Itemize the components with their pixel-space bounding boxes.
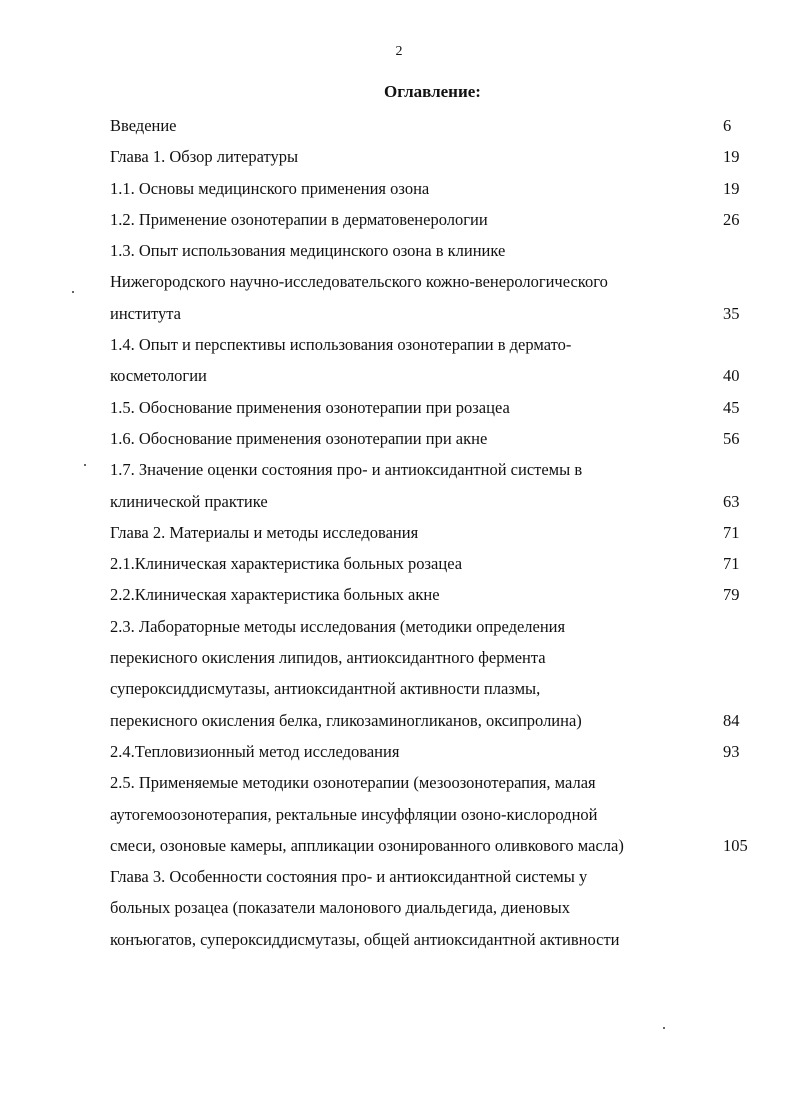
toc-entry (110, 329, 758, 360)
toc-entry (110, 892, 758, 923)
toc-entry-page: 79 (723, 585, 740, 605)
toc-entry (110, 673, 758, 704)
toc-entry (110, 548, 758, 579)
toc-entry (110, 736, 758, 767)
toc-entry-text: 1.3. Опыт использования медицинского озона в клинике (110, 241, 506, 261)
toc-entry (110, 298, 758, 329)
toc-entry-text: 2.2.Клиническая характеристика больных акне (110, 585, 440, 605)
toc-entry-page: 6 (723, 116, 732, 135)
toc-entry (110, 579, 758, 610)
toc-entry (110, 235, 758, 266)
toc-entry-page: 84 (723, 710, 740, 730)
scan-speck (72, 291, 74, 293)
toc-entry (110, 924, 758, 955)
toc-entry (110, 611, 758, 642)
toc-entry-text: аутогемоозонотерапия, ректальные инсуффляции озоно-кислородной (110, 804, 598, 824)
toc-entry-page: 45 (723, 397, 740, 417)
toc-entry (110, 861, 758, 892)
toc-entry (110, 423, 758, 454)
toc-entry (110, 360, 758, 391)
toc-entry (110, 767, 758, 798)
toc-entry-text: перекисного окисления липидов, антиоксидантного фермента (110, 648, 546, 668)
toc-entry-page: 40 (723, 366, 740, 386)
toc-entry-text: 1.1. Основы медицинского применения озона (110, 178, 430, 198)
toc-entry (110, 141, 758, 172)
toc-entry-text: 1.4. Опыт и перспективы использования озонотерапии в дермато- (110, 335, 572, 355)
toc-entry-text: Введение (110, 116, 177, 135)
toc-entry-text: института (110, 303, 182, 323)
toc-entry-text: 1.7. Значение оценки состояния про- и антиоксидантной системы в (110, 460, 583, 480)
toc-entry (110, 454, 758, 485)
toc-entry (110, 266, 758, 297)
toc-entry-text: Глава 3. Особенности состояния про- и антиоксидантной системы у (110, 867, 588, 887)
page-number: 2 (395, 44, 403, 59)
toc-title: Оглавление: (384, 82, 481, 101)
toc-entry (110, 486, 758, 517)
toc-entry-page: 56 (723, 428, 740, 448)
toc-entry (110, 705, 758, 736)
scan-speck (663, 1027, 665, 1029)
toc-entry-text: перекисного окисления белка, гликозаминогликанов, оксипролина) (110, 710, 582, 730)
toc-entry-text: 1.5. Обоснование применения озонотерапии при розацеа (110, 397, 510, 417)
toc-entry-text: косметологии (110, 366, 207, 386)
toc-entry-text: больных розацеа (показатели малонового диальдегида, диеновых (110, 898, 570, 918)
toc-entry (110, 517, 758, 548)
toc-entry (110, 830, 758, 861)
toc-entry (110, 642, 758, 673)
toc-entry-page: 71 (723, 554, 740, 574)
toc-entry-page: 71 (723, 522, 740, 542)
toc-entry-text: супероксиддисмутазы, антиоксидантной активности плазмы, (110, 679, 541, 699)
toc-entry-page: 26 (723, 209, 740, 229)
toc-entry (110, 392, 758, 423)
toc-entry-page: 63 (723, 491, 740, 511)
toc-entry (110, 204, 758, 235)
toc-entry-text: смеси, озоновые камеры, аппликации озонированного оливкового масла) (110, 835, 624, 855)
toc-entry-text: Глава 2. Материалы и методы исследования (110, 522, 419, 542)
table-of-contents (110, 110, 758, 955)
toc-entry-text: 2.1.Клиническая характеристика больных розацеа (110, 554, 463, 574)
scan-speck (84, 464, 86, 466)
toc-entry (110, 173, 758, 204)
toc-entry-page: 19 (723, 178, 740, 198)
toc-entry-text: 1.6. Обоснование применения озонотерапии при акне (110, 428, 488, 448)
toc-entry-text: 2.4.Тепловизионный метод исследования (110, 741, 400, 761)
toc-entry-page: 19 (723, 147, 740, 167)
toc-entry (110, 799, 758, 830)
toc-entry-page: 35 (723, 303, 740, 323)
toc-entry-text: 1.2. Применение озонотерапии в дерматовенерологии (110, 209, 488, 229)
toc-entry-page: 105 (723, 835, 748, 855)
toc-entry-page: 93 (723, 741, 740, 761)
toc-entry-text: конъюгатов, супероксиддисмутазы, общей антиоксидантной активности (110, 929, 620, 949)
toc-entry-text: клинической практике (110, 491, 268, 511)
toc-entry-text: Нижегородского научно-исследовательского кожно-венерологического (110, 272, 608, 292)
toc-entry-text: Глава 1. Обзор литературы (110, 147, 299, 167)
toc-entry-text: 2.5. Применяемые методики озонотерапии (мезоозонотерапия, малая (110, 773, 596, 793)
toc-entry (110, 110, 758, 141)
toc-entry-text: 2.3. Лабораторные методы исследования (методики определения (110, 616, 566, 636)
